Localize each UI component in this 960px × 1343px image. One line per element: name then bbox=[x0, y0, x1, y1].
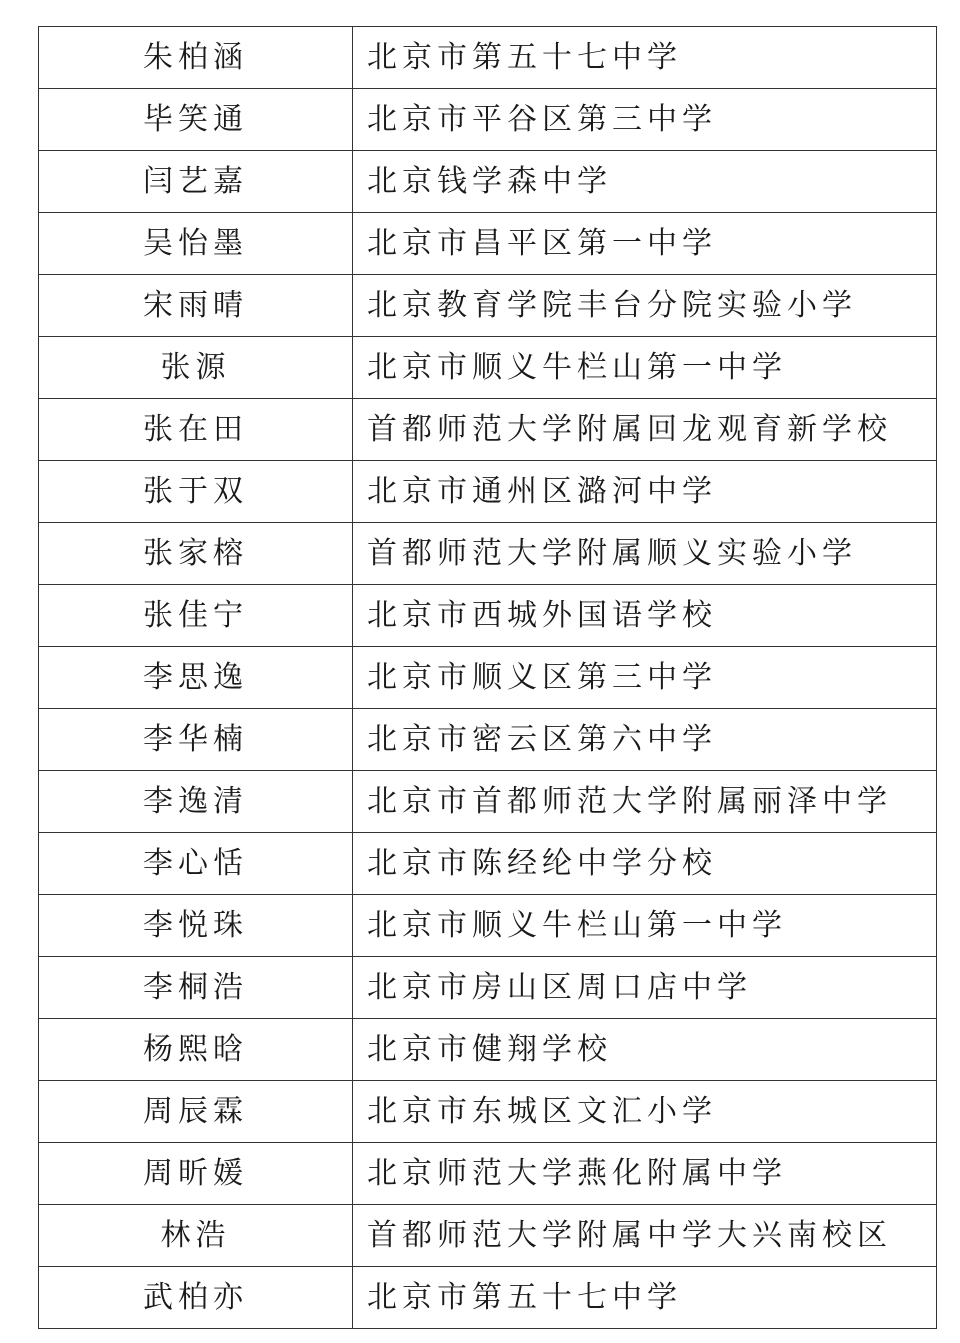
school-cell: 北京市密云区第六中学 bbox=[353, 709, 937, 771]
table-row bbox=[39, 399, 937, 461]
table-row bbox=[39, 833, 937, 895]
school-cell: 首都师范大学附属中学大兴南校区 bbox=[353, 1205, 937, 1267]
table-row bbox=[39, 523, 937, 585]
school-cell: 北京师范大学燕化附属中学 bbox=[353, 1143, 937, 1205]
student-name-cell: 吴怡墨 bbox=[39, 213, 353, 275]
school-cell: 北京市顺义牛栏山第一中学 bbox=[353, 337, 937, 399]
table-row bbox=[39, 585, 937, 647]
school-cell: 北京市首都师范大学附属丽泽中学 bbox=[353, 771, 937, 833]
student-name-cell: 周昕媛 bbox=[39, 1143, 353, 1205]
school-cell: 北京市顺义区第三中学 bbox=[353, 647, 937, 709]
student-name-cell: 李悦珠 bbox=[39, 895, 353, 957]
table-row bbox=[39, 1267, 937, 1329]
table-row bbox=[39, 895, 937, 957]
table-row bbox=[39, 27, 937, 89]
school-cell: 北京钱学森中学 bbox=[353, 151, 937, 213]
table-row bbox=[39, 337, 937, 399]
student-name-cell: 林浩 bbox=[39, 1205, 353, 1267]
table-row bbox=[39, 275, 937, 337]
table-row bbox=[39, 151, 937, 213]
student-name-cell: 李心恬 bbox=[39, 833, 353, 895]
table-row bbox=[39, 1205, 937, 1267]
school-cell: 北京市房山区周口店中学 bbox=[353, 957, 937, 1019]
student-name-cell: 张源 bbox=[39, 337, 353, 399]
table-row bbox=[39, 647, 937, 709]
student-name-cell: 杨熙晗 bbox=[39, 1019, 353, 1081]
school-cell: 北京市昌平区第一中学 bbox=[353, 213, 937, 275]
school-cell: 北京市西城外国语学校 bbox=[353, 585, 937, 647]
school-cell: 北京市第五十七中学 bbox=[353, 1267, 937, 1329]
student-name-cell: 武柏亦 bbox=[39, 1267, 353, 1329]
student-name-cell: 张于双 bbox=[39, 461, 353, 523]
student-name-cell: 李思逸 bbox=[39, 647, 353, 709]
school-cell: 北京市顺义牛栏山第一中学 bbox=[353, 895, 937, 957]
table-row bbox=[39, 709, 937, 771]
table-row bbox=[39, 1143, 937, 1205]
school-cell: 北京市第五十七中学 bbox=[353, 27, 937, 89]
student-name-cell: 朱柏涵 bbox=[39, 27, 353, 89]
table-row bbox=[39, 89, 937, 151]
school-cell: 北京教育学院丰台分院实验小学 bbox=[353, 275, 937, 337]
student-name-cell: 张佳宁 bbox=[39, 585, 353, 647]
school-cell: 北京市东城区文汇小学 bbox=[353, 1081, 937, 1143]
student-name-cell: 张在田 bbox=[39, 399, 353, 461]
school-cell: 北京市陈经纶中学分校 bbox=[353, 833, 937, 895]
school-cell: 北京市健翔学校 bbox=[353, 1019, 937, 1081]
table-row bbox=[39, 1019, 937, 1081]
student-name-cell: 毕笑通 bbox=[39, 89, 353, 151]
student-school-table bbox=[38, 26, 937, 1329]
student-name-cell: 李华楠 bbox=[39, 709, 353, 771]
student-name-cell: 张家榕 bbox=[39, 523, 353, 585]
student-name-cell: 周辰霖 bbox=[39, 1081, 353, 1143]
school-cell: 首都师范大学附属顺义实验小学 bbox=[353, 523, 937, 585]
student-name-cell: 闫艺嘉 bbox=[39, 151, 353, 213]
student-name-cell: 宋雨晴 bbox=[39, 275, 353, 337]
table-row bbox=[39, 213, 937, 275]
student-name-cell: 李桐浩 bbox=[39, 957, 353, 1019]
school-cell: 首都师范大学附属回龙观育新学校 bbox=[353, 399, 937, 461]
table-row bbox=[39, 461, 937, 523]
school-cell: 北京市平谷区第三中学 bbox=[353, 89, 937, 151]
table-row bbox=[39, 1081, 937, 1143]
school-cell: 北京市通州区潞河中学 bbox=[353, 461, 937, 523]
student-name-cell: 李逸清 bbox=[39, 771, 353, 833]
table-row bbox=[39, 957, 937, 1019]
roster-table-container bbox=[38, 26, 936, 1329]
table-row bbox=[39, 771, 937, 833]
